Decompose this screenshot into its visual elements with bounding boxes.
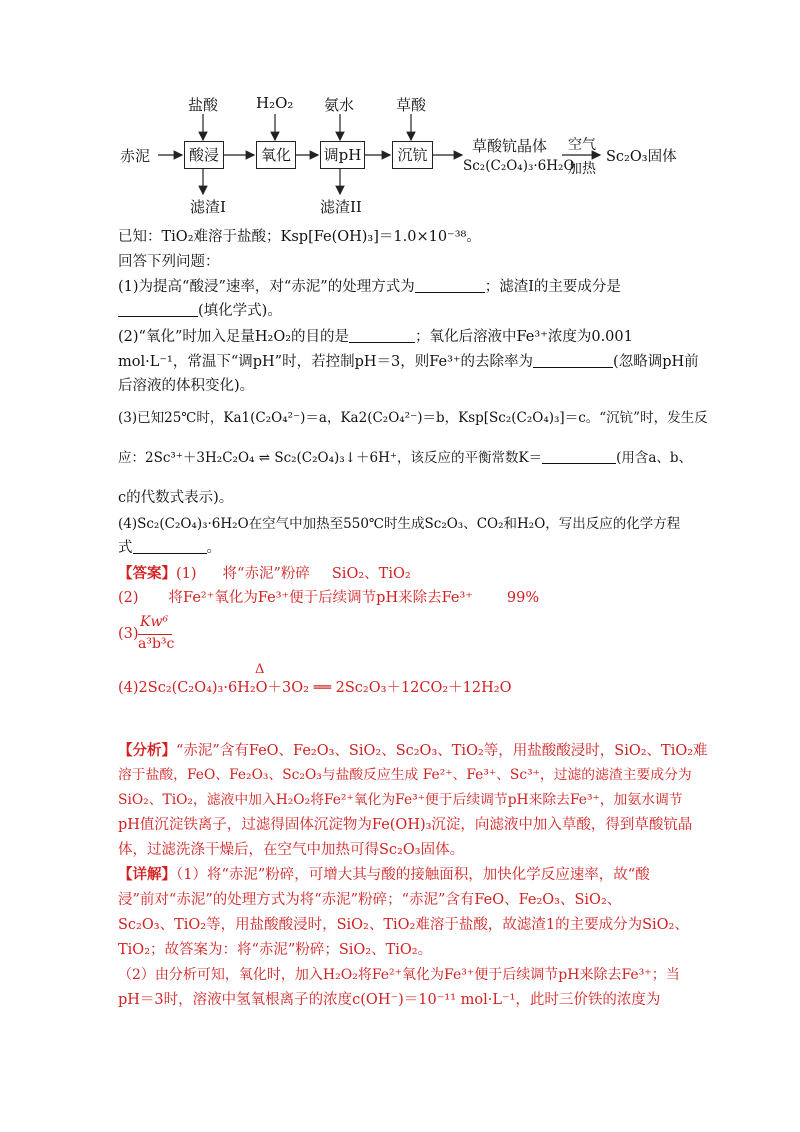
answer-3-number: (3)	[118, 626, 139, 642]
detail-line-6: pH＝3时，溶液中氢氧根离子的浓度c(OH⁻)＝10⁻¹¹ mol·L⁻¹，此时三价铁的浓度为	[118, 992, 661, 1008]
detail-line-3: Sc₂O₃、TiO₂等，用盐酸酸浸时，SiO₂、TiO₂难溶于盐酸，故滤渣1的主要成分为SiO₂、	[118, 917, 689, 933]
analysis-line-3: SiO₂、TiO₂，滤液中加入H₂O₂将Fe²⁺氧化为Fe³⁺便于后续调节pH来除去Fe³⁺，加氨水调节	[118, 792, 683, 808]
arrow-condition-heat: 加热	[568, 161, 596, 177]
fraction-bar	[138, 634, 172, 635]
question-3-line-1: (3)已知25℃时，Ka1(C₂O₄²⁻)＝a，Ka2(C₂O₄²⁻)＝b，Ksp[Sc₂(C₂O₄)₃]＝c。“沉钪”时，发生反	[118, 410, 708, 426]
final-product: Sc₂O₃固体	[606, 149, 677, 165]
question-3-line-3: c的代数式表示)。	[118, 490, 234, 506]
question-2-line-1: (2)“氧化”时加入足量H₂O₂的目的是 ；氧化后溶液中Fe³⁺浓度为0.001	[118, 329, 633, 345]
question-1-line-1: (1)为提高“酸浸”速率，对“赤泥”的处理方式为 ；滤渣I的主要成分是	[118, 279, 621, 295]
detail-line-4: TiO₂；故答案为：将“赤泥”粉碎；SiO₂、TiO₂。	[118, 942, 433, 958]
detail-line-2: 浸”前对“赤泥”的处理方式为将“赤泥”粉碎；“赤泥”含有FeO、Fe₂O₃、SiO₂、	[118, 892, 622, 908]
detail-line-1: 【详解】（1）将“赤泥”粉碎，可增大其与酸的接触面积，加快化学反应速率，故“酸	[118, 866, 650, 883]
question-3-line-2: 应：2Sc³⁺＋3H₂C₂O₄ ⇌ Sc₂(C₂O₄)₃↓＋6H⁺，该反应的平衡常数K＝ (用含a、b、	[118, 450, 693, 466]
known-conditions: 已知：TiO₂难溶于盐酸；Ksp[Fe(OH)₃]＝1.0×10⁻³⁸。	[118, 229, 481, 245]
question-4-line-2: 式 。	[118, 540, 221, 556]
product-crystal-label: 草酸钪晶体	[472, 137, 548, 155]
detail-line-5: （2）由分析可知，氧化时，加入H₂O₂将Fe²⁺氧化为Fe³⁺便于后续调节pH来除去Fe³⁺；当	[118, 967, 680, 983]
arrow-condition-air: 空气	[568, 137, 596, 153]
process-flowchart	[118, 90, 688, 220]
answer-blank	[118, 302, 198, 317]
reagent-hcl: 盐酸	[188, 96, 219, 114]
reagent-ammonia: 氨水	[324, 96, 355, 114]
reagent-h2o2: H₂O₂	[256, 94, 294, 112]
detail-label: 【详解】	[118, 866, 176, 883]
answer-1: 【答案】(1) 将“赤泥”粉碎 SiO₂、TiO₂	[118, 565, 411, 582]
analysis-line-4: pH值沉淀铁离子，过滤得固体沉淀物为Fe(OH)₃沉淀，向滤液中加入草酸，得到草酸钪晶	[118, 817, 693, 833]
question-1-line-2: (填化学式)。	[118, 301, 282, 321]
analysis-line-1: 【分析】“赤泥”含有FeO、Fe₂O₃、SiO₂、Sc₂O₃、TiO₂等，用盐酸酸浸时，SiO₂、TiO₂难	[118, 742, 708, 759]
analysis-line-5: 体，过滤洗涤干燥后，在空气中加热可得Sc₂O₃固体。	[118, 842, 465, 858]
analysis-line-2: 溶于盐酸，FeO、Fe₂O₃、Sc₂O₃与盐酸反应生成 Fe²⁺、Fe³⁺、Sc³⁺，过滤的滤渣主要成分为	[118, 767, 692, 783]
product-crystal-formula: Sc₂(C₂O₄)₃·6H₂O	[463, 158, 575, 174]
answer-blank	[542, 449, 616, 464]
answer-2: (2) 将Fe²⁺氧化为Fe³⁺便于后续调节pH来除去Fe³⁺ 99%	[118, 590, 540, 606]
step-acid-leach: 酸浸	[184, 141, 224, 169]
question-4-line-1: (4)Sc₂(C₂O₄)₃·6H₂O在空气中加热至550℃时生成Sc₂O₃、CO₂和H₂O，写出反应的化学方程	[118, 516, 681, 532]
answer-label: 【答案】	[118, 565, 176, 582]
step-oxidation: 氧化	[256, 141, 296, 169]
fraction-numerator: Kw⁶	[140, 614, 169, 630]
answer-blank	[415, 278, 485, 293]
question-2-line-2: mol·L⁻¹，常温下“调pH”时，若控制pH＝3，则Fe³⁺的去除率为 (忽略调pH前	[118, 354, 699, 370]
step-precipitate-sc: 沉钪	[392, 141, 433, 169]
analysis-label: 【分析】	[118, 742, 176, 759]
residue-1: 滤渣I	[190, 198, 226, 216]
flow-start: 赤泥	[120, 147, 151, 165]
step-adjust-ph: 调pH	[320, 141, 365, 169]
answer-4: (4)2Sc₂(C₂O₄)₃·6H₂O＋3O₂ ══ 2Sc₂O₃＋12CO₂＋12H₂O	[118, 680, 512, 696]
questions-intro: 回答下列问题：	[118, 254, 220, 270]
residue-2: 滤渣II	[320, 198, 362, 216]
question-2-line-3: 后溶液的体积变化)。	[118, 378, 255, 394]
answer-4-delta: Δ	[255, 662, 265, 677]
reagent-oxalic-acid: 草酸	[396, 96, 427, 114]
answer-blank	[533, 353, 613, 368]
answer-blank	[349, 328, 415, 343]
answer-blank	[133, 539, 207, 554]
fraction-denominator: a³b³c	[138, 636, 175, 652]
